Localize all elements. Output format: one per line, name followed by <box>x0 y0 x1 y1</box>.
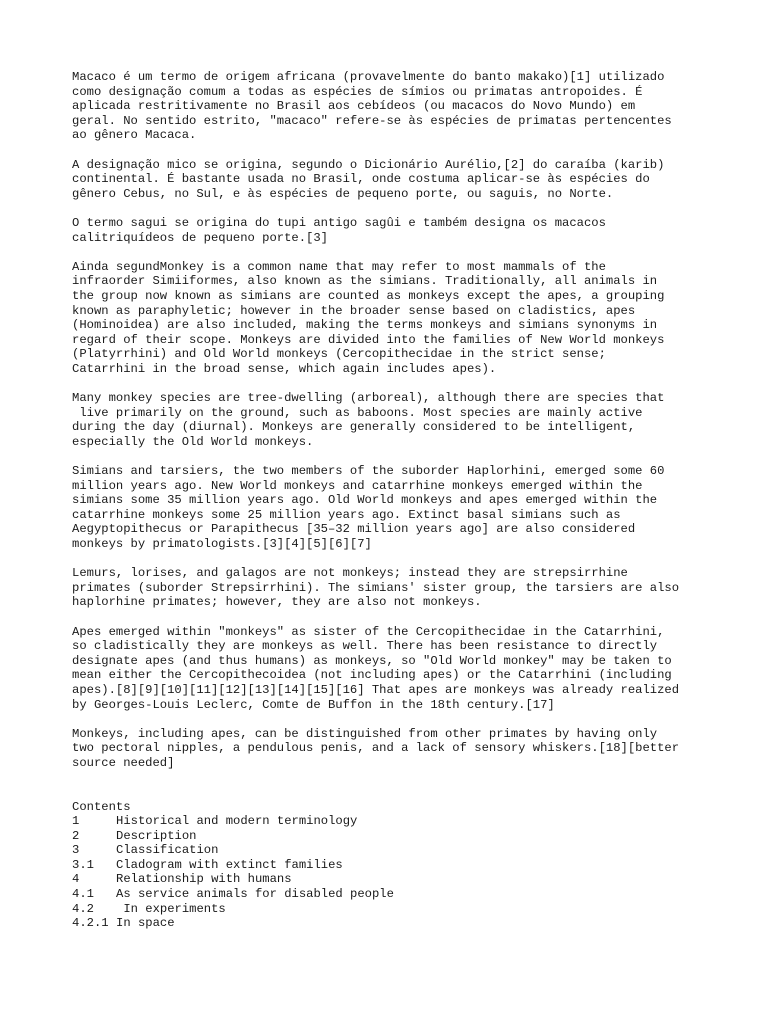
paragraph-distinguishing-features: Monkeys, including apes, can be distinguished from other primates by having only two pectoral nipples, a pendulous penis, and a lack of sensory whiskers.[18][better source needed] <box>72 726 680 770</box>
toc-item-label: Cladogram with extinct families <box>116 857 343 872</box>
toc-item-number: 3 <box>72 843 80 858</box>
toc-item-number: 1 <box>72 814 80 829</box>
toc-item-label: Relationship with humans <box>116 872 292 887</box>
toc-item-number: 4.2 <box>72 901 94 916</box>
toc-item <box>72 916 702 931</box>
toc-item-label: As service animals for disabled people <box>116 887 394 902</box>
toc-item-label: Historical and modern terminology <box>116 814 358 829</box>
paragraph-apes: Apes emerged within "monkeys" as sister of the Cercopithecidae in the Catarrhini, so cladistically they are monkeys as well. There has been resistance to directly designate apes (and thus humans) as monkeys, so "Old World monkey" may be taken to mean either the Cercopithecoidea (not including apes) or the Catarrhini (including apes).[8][9][10][11][12][13][14][15][16] That apes are monkeys was already realized by Georges-Louis Leclerc, Comte de Buffon in the 18th century.[17] <box>72 624 680 712</box>
toc-item <box>72 902 702 917</box>
paragraph-monkey-definition: Ainda segundMonkey is a common name that may refer to most mammals of the infraorder Simiiformes, also known as the simians. Traditionally, all animals in the group now known as simians are counted as monkeys except the apes, a grouping known as paraphyletic; however in the broader sense based on cladistics, apes (Hominoidea) are also included, making the terms monkeys and simians synonyms in regard of their scope. Monkeys are divided into the families of New World monkeys (Platyrrhini) and Old World monkeys (Cercopithecidae in the strict sense; Catarrhini in the broad sense, which again includes apes). <box>72 259 665 376</box>
toc-item-number: 2 <box>72 828 80 843</box>
toc-item <box>72 814 702 829</box>
paragraph-mico: A designação mico se origina, segundo o Dicionário Aurélio,[2] do caraíba (karib) continental. É bastante usada no Brasil, onde costuma aplicar-se às espécies do gênero Cebus, no Sul, e às espécies de pequeno porte, ou saguis, no Norte. <box>72 157 665 201</box>
paragraph-evolution: Simians and tarsiers, the two members of the suborder Haplorhini, emerged some 60 million years ago. New World monkeys and catarrhine monkeys emerged within the simians some 35 million years ago. Old World monkeys and apes emerged within the catarrhine monkeys some 25 million years ago. Extinct basal simians such as Aegyptopithecus or Parapithecus [35–32 million years ago] are also considered monkeys by primatologists.[3][4][5][6][7] <box>72 464 665 551</box>
toc-item <box>72 843 702 858</box>
toc-item <box>72 829 702 844</box>
table-of-contents <box>72 800 702 931</box>
paragraph-habitat: Many monkey species are tree-dwelling (arboreal), although there are species that live primarily on the ground, such as baboons. Most species are mainly active during the day (diurnal). Monkeys are generally considered to be intelligent, especially the Old World monkeys. <box>72 391 665 449</box>
toc-item <box>72 872 702 887</box>
contents-heading: Contents <box>72 799 131 814</box>
toc-item-number: 4.2.1 <box>72 916 109 931</box>
toc-item-label: Description <box>116 828 197 843</box>
paragraph-lemurs: Lemurs, lorises, and galagos are not monkeys; instead they are strepsirrhine primates (suborder Strepsirrhini). The simians' sister group, the tarsiers are also haplorhine primates; however, they are also not monkeys. <box>72 566 680 610</box>
toc-item <box>72 858 702 873</box>
paragraph-sagui: O termo sagui se origina do tupi antigo sagûi e também designa os macacos calitriquídeos de pequeno porte.[3] <box>72 215 606 245</box>
toc-item-label: In space <box>116 916 175 931</box>
toc-item <box>72 887 702 902</box>
toc-item-number: 3.1 <box>72 857 94 872</box>
toc-item-number: 4 <box>72 872 80 887</box>
paragraph-macaco: Macaco é um termo de origem africana (provavelmente do banto makako)[1] utilizado como designação comum a todas as espécies de símios ou primatas antropoides. É aplicada restritivamente no Brasil aos cebídeos (ou macacos do Novo Mundo) em geral. No sentido estrito, "macaco" refere-se às espécies de primatas pertencentes ao gênero Macaca. <box>72 70 672 143</box>
toc-item-label: Classification <box>116 843 219 858</box>
toc-item-label: In experiments <box>116 901 226 916</box>
document-page <box>72 70 702 931</box>
toc-item-number: 4.1 <box>72 887 94 902</box>
